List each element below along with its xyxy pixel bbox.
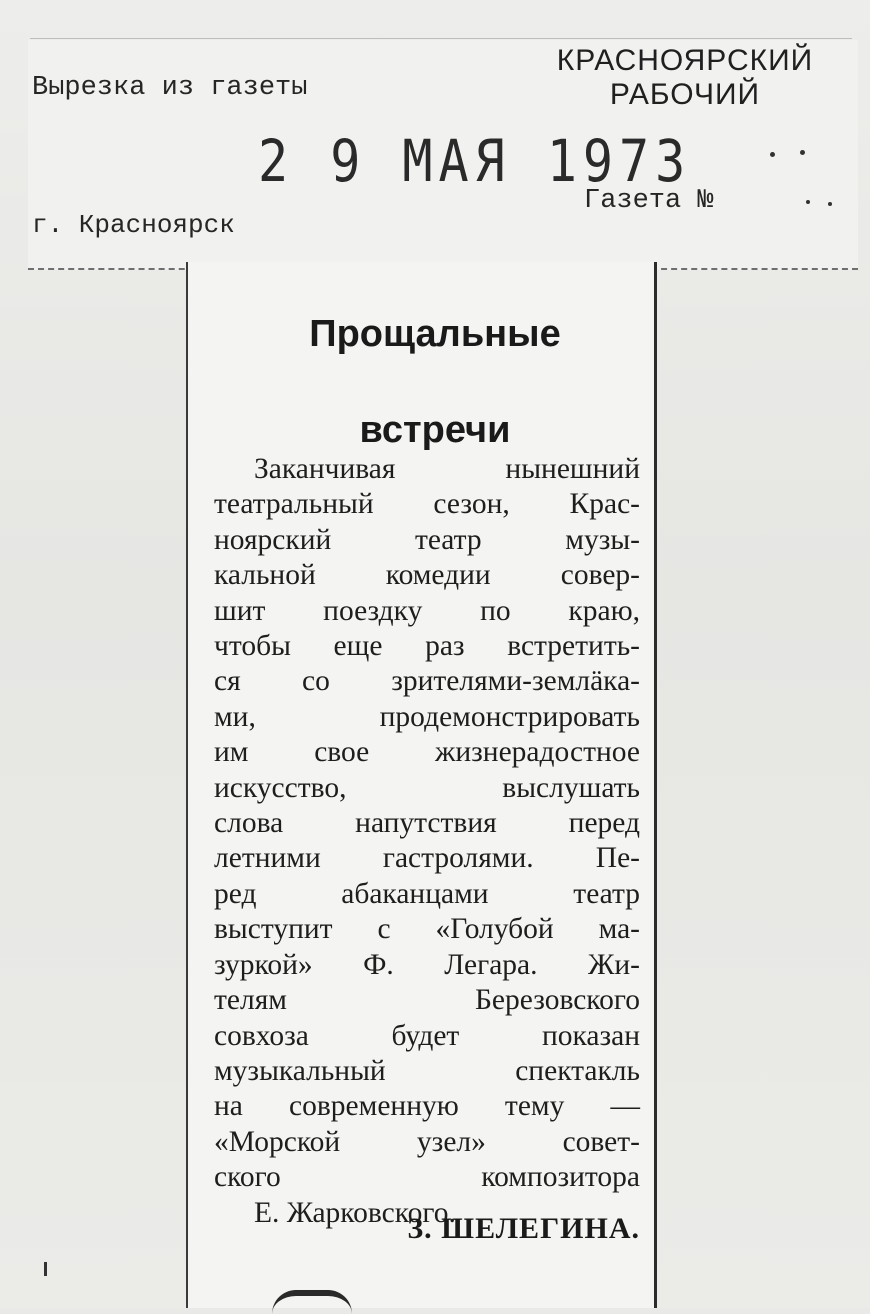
paper-speck <box>828 202 832 206</box>
body-line: Заканчивая нынешний <box>254 453 640 485</box>
next-article-fragment <box>272 1290 352 1314</box>
newspaper-name <box>520 44 850 112</box>
article-author: З. ШЕЛЕГИНА. <box>407 1212 640 1245</box>
body-line: ноярский театр музы- <box>214 523 640 556</box>
newspaper-name-line1: КРАСНОЯРСКИЙ <box>556 44 814 77</box>
body-line: летними гастролями. Пе- <box>214 842 640 875</box>
body-line: совхоза будет показан <box>214 1019 640 1052</box>
body-line: музыкальный спектакль <box>214 1054 640 1087</box>
paper-speck <box>770 152 775 157</box>
slip-top-rule <box>30 38 852 39</box>
body-line: на современную тему — <box>214 1090 640 1123</box>
body-line: ся со зрителями-землäка- <box>214 665 640 698</box>
body-line: шит поездку по краю, <box>214 594 640 627</box>
body-line: слова напутствия перед <box>214 807 640 840</box>
clip-label: Вырезка из газеты <box>32 73 308 103</box>
body-line: ред абаканцами театр <box>214 877 640 910</box>
gazeta-number-label: Газета № <box>584 186 714 216</box>
body-line: телям Березовского <box>214 984 640 1017</box>
city-label: г. Красноярск <box>32 210 235 240</box>
article-body <box>214 452 640 1231</box>
body-line: чтобы еще раз встретить- <box>214 630 640 663</box>
body-line: искусство, выслушать <box>214 771 640 804</box>
body-line: Е. Жарковского. <box>254 1196 456 1229</box>
date-stamp: 2 9 МАЯ 1973 <box>258 128 692 195</box>
body-line: им свое жизнерадостное <box>214 736 640 769</box>
body-line: ского композитора <box>214 1161 640 1194</box>
body-line: «Морской узел» совет- <box>214 1125 640 1158</box>
body-line: ми, продемонстрировать <box>214 700 640 733</box>
paper-speck <box>44 1262 47 1276</box>
paper-speck <box>806 200 810 204</box>
newspaper-name-line2: РАБОЧИЙ <box>609 78 761 111</box>
body-line: зуркой» Ф. Легара. Жи- <box>214 948 640 981</box>
body-line: театральный сезон, Крас- <box>214 488 640 521</box>
article-title-line1: Прощальные <box>309 313 561 355</box>
paper-speck <box>800 150 805 155</box>
body-line: кальной комедии совер- <box>214 559 640 592</box>
body-line: выступит с «Голубой ма- <box>214 913 640 946</box>
article-title <box>0 286 870 478</box>
article-title-line2: встречи <box>359 409 511 451</box>
